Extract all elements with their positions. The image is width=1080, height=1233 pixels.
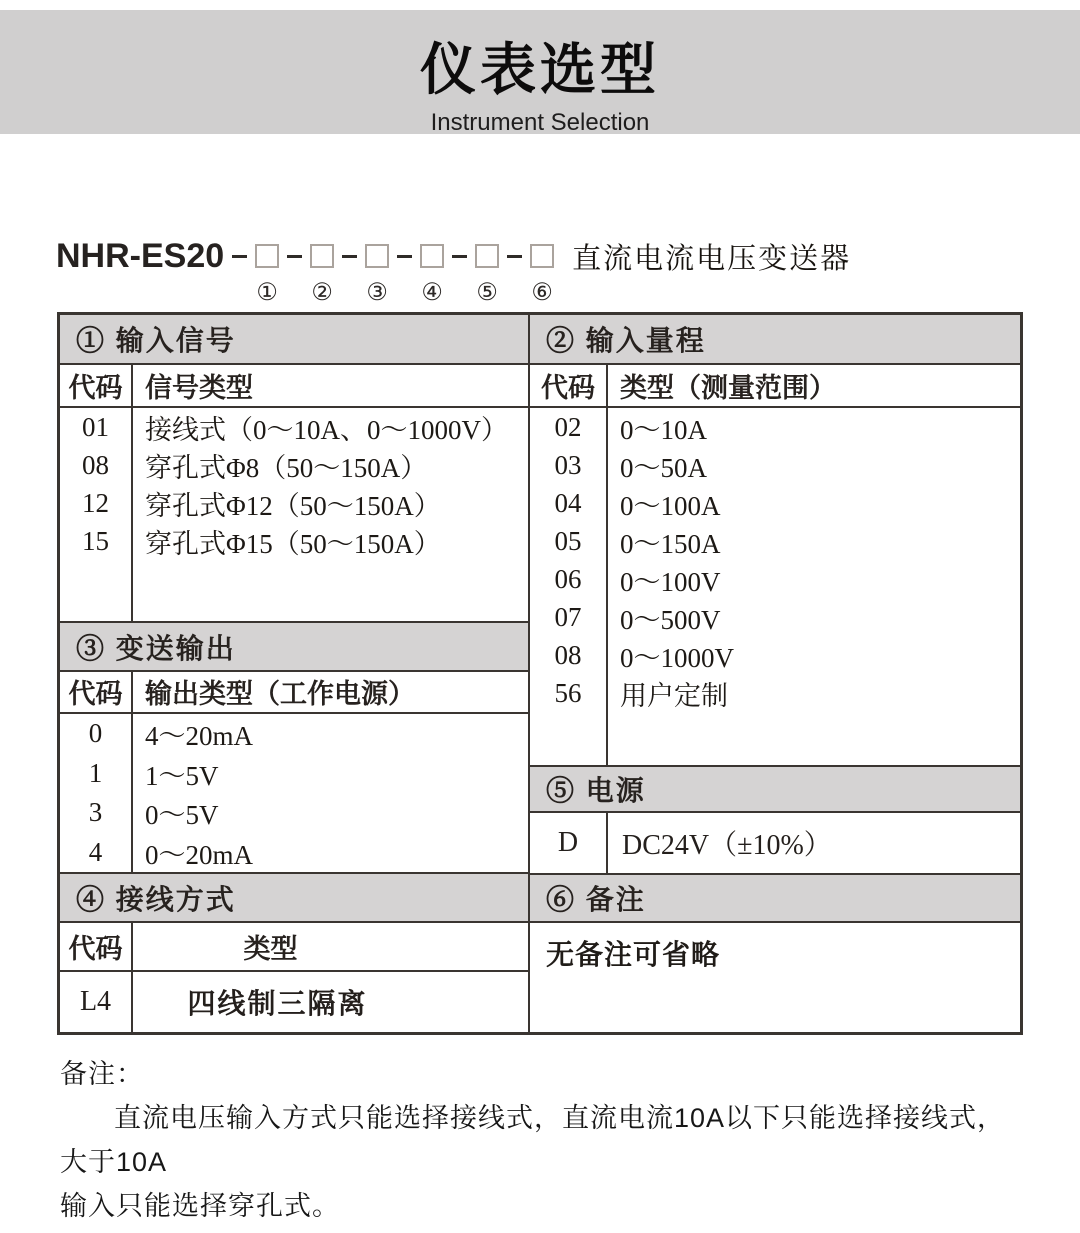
code-value: D [530,813,608,873]
model-description: 直流电流电压变送器 [572,242,852,275]
footnote-label: 备注： [60,1059,144,1089]
col-header-code: 代码 [60,923,133,971]
code-value: 06 [554,563,582,594]
section-3-title: ③ 变送输出 [76,632,236,664]
page-title: 仪表选型 [420,38,660,101]
code-value: 12 [82,487,109,518]
section-1-column-header [60,365,528,409]
type-value: 四线制三隔离 [187,989,368,1021]
dash-separator [397,255,412,258]
dash-separator [232,255,247,258]
type-value: 0～100A [620,490,721,521]
section-2-data [530,408,1020,767]
type-value: 0～10A [620,414,707,445]
col-header-type: 输出类型（工作电源） [145,679,415,710]
code-box-3 [365,244,389,306]
code-box-6 [530,244,554,306]
section-2-column-header [530,365,1020,409]
code-value: 08 [82,449,109,480]
section-2-header [530,315,1020,365]
section-3-values [133,714,528,873]
dash-separator [452,255,467,258]
section-1-data [60,408,528,623]
position-number-3: ③ [366,280,388,306]
code-value: 04 [554,487,582,518]
code-value: 0 [88,717,103,748]
position-number-1: ① [256,280,278,306]
page-banner [0,10,1080,134]
type-value: 0～50A [620,452,707,483]
model-slot-1 [224,244,279,306]
section-6-header [530,875,1020,923]
code-value: 15 [82,525,109,556]
model-code-line [56,234,852,306]
code-box-4 [420,244,444,306]
section-1-header [60,315,528,365]
code-value: L4 [60,972,133,1031]
col-header-type: 信号类型 [145,372,253,403]
section-5-data [530,813,1020,875]
type-value: 0～5V [145,800,219,831]
col-header-type: 类型（测量范围） [620,372,836,403]
section-2-codes [530,408,608,765]
footnote-line-1: 直流电压输入方式只能选择接线式，直流电流10A以下只能选择接线式，大于10A [60,1103,1006,1177]
code-value: 1 [88,757,103,788]
code-value: 08 [554,639,582,670]
selection-table [57,312,1023,1035]
type-value: 4～20mA [145,720,253,751]
code-value: 4 [88,836,103,867]
footnote-line-2: 输入只能选择穿孔式。 [60,1191,340,1221]
type-value: 穿孔式Φ12（50～150A） [145,490,441,521]
col-header-code: 代码 [530,365,608,407]
section-5-header [530,767,1020,813]
section-4-column-header [60,923,528,973]
model-slot-2 [279,244,334,306]
section-3-data [60,714,528,875]
type-value: 穿孔式Φ8（50～150A） [145,452,428,483]
position-number-6: ⑥ [531,280,553,306]
type-value: 0～500V [620,604,721,635]
section-4-data [60,972,528,1031]
section-3-column-header [60,672,528,714]
section-1-codes [60,408,133,621]
position-number-5: ⑤ [476,280,498,306]
dash-separator [507,255,522,258]
type-value: 0～100V [620,566,721,597]
type-value: 接线式（0～10A、0～1000V） [145,414,508,445]
code-value: 01 [82,411,109,442]
footnote [60,1052,1030,1228]
position-number-4: ④ [421,280,443,306]
type-value: 0～20mA [145,839,253,870]
model-prefix: NHR-ES20 [56,236,225,275]
code-value: 3 [88,797,103,828]
type-value: 用户定制 [620,680,728,711]
col-header-code: 代码 [60,672,133,712]
model-slot-4 [389,244,444,306]
col-header-type: 类型 [243,934,298,965]
table-right-column [530,315,1020,1032]
section-1-title: ① 输入信号 [76,324,236,356]
code-value: 02 [554,411,582,442]
section-2-values [608,408,1020,765]
type-value: 0～150A [620,528,721,559]
type-value: DC24V（±10%） [622,830,832,862]
code-value: 56 [554,677,582,708]
position-number-2: ② [311,280,333,306]
section-4-header [60,874,528,923]
col-header-code: 代码 [60,365,133,407]
table-left-column [60,315,530,1032]
section-3-codes [60,714,133,873]
type-value: 0～1000V [620,642,734,673]
code-box-5 [475,244,499,306]
section-6-note: 无备注可省略 [546,938,721,970]
dash-separator [287,255,302,258]
page-subtitle: Instrument Selection [430,109,650,136]
dash-separator [342,255,357,258]
code-value: 03 [554,449,582,480]
section-1-values [133,408,528,621]
section-4-title: ④ 接线方式 [76,883,236,915]
type-value: 1～5V [145,760,219,791]
section-6-title: ⑥ 备注 [546,884,646,916]
code-box-1 [255,244,279,306]
model-slot-5 [444,244,499,306]
section-2-title: ② 输入量程 [546,324,706,356]
code-box-2 [310,244,334,306]
model-slot-6 [499,244,554,306]
model-slot-3 [334,244,389,306]
code-value: 07 [554,601,582,632]
code-value: 05 [554,525,582,556]
section-3-header [60,623,528,672]
section-5-title: ⑤ 电源 [546,774,646,806]
type-value: 穿孔式Φ15（50～150A） [145,528,441,559]
